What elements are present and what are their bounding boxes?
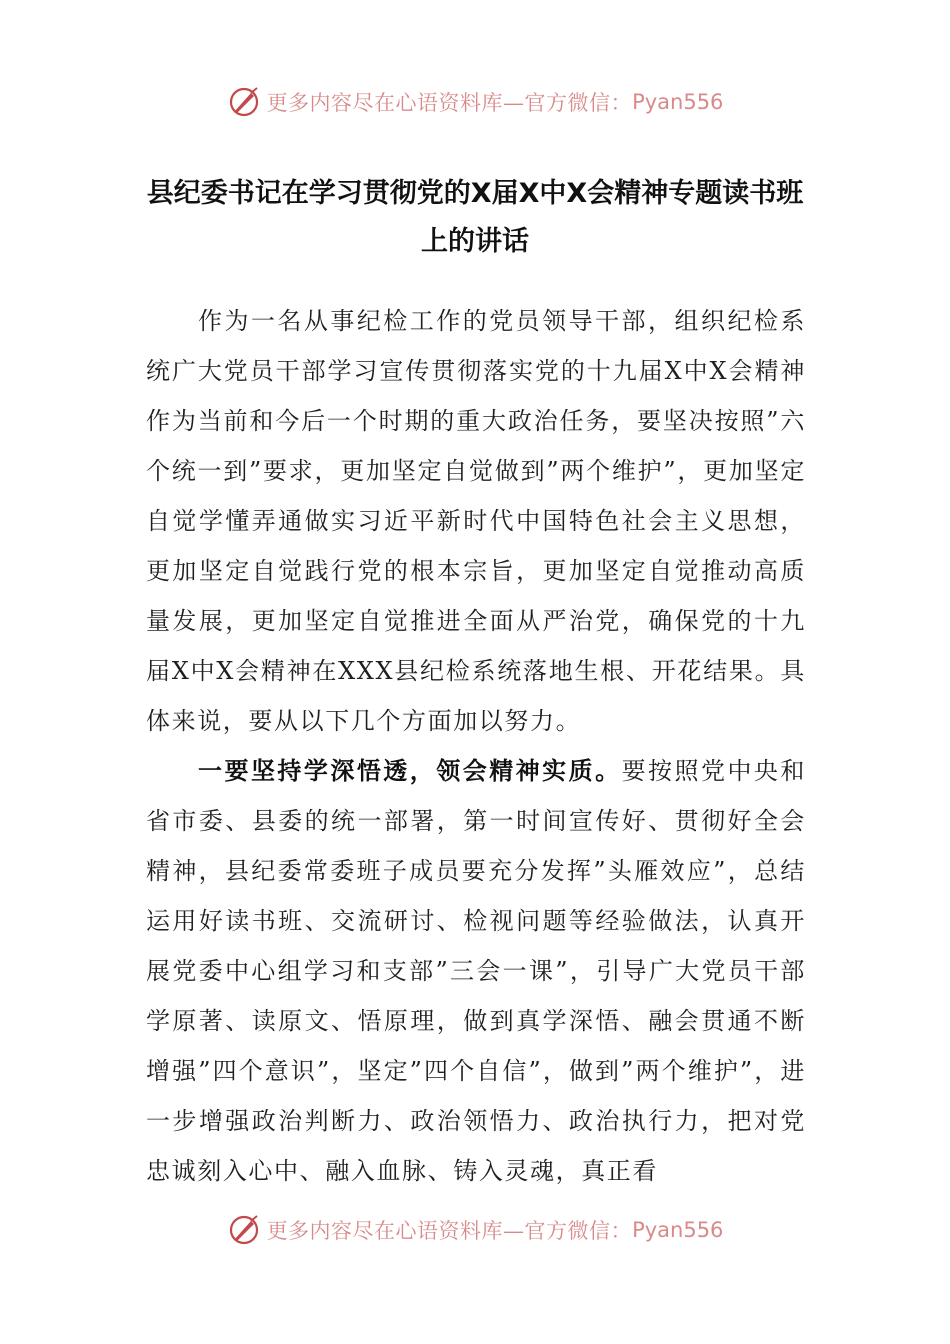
watermark-wechat-id: Pyan556	[632, 90, 724, 114]
quill-logo-icon	[227, 85, 261, 119]
document-title	[140, 170, 810, 266]
watermark-wechat-id: Pyan556	[632, 1218, 724, 1242]
quill-logo-icon	[227, 1213, 261, 1247]
paragraph-2-text: 要按照党中央和省市委、县委的统一部署，第一时间宣传好、贯彻好全会精神，县纪委常委班子成员要充分发挥”头雁效应”，总结运用好读书班、交流研讨、检视问题等经验做法，认真开展党委中心组学习和支部”三会一课”，引导广大党员干部学原著、读原文、悟原理，做到真学深悟、融会贯通不断增强”四个意识”，坚定”四个自信”，做到”两个维护”，进一步增强政治判断力、政治领悟力、政治执行力，把对党忠诚刻入心中、融入血脉、铸入灵魂，真正看	[146, 757, 806, 1185]
paragraph-2	[146, 746, 806, 1196]
document-body	[146, 296, 806, 1196]
watermark-banner-top	[0, 82, 950, 122]
paragraph-2-lead: 一要坚持学深悟透，领会精神实质。	[198, 756, 622, 785]
paragraph-1: 作为一名从事纪检工作的党员领导干部，组织纪检系统广大党员干部学习宣传贯彻落实党的十九届X中X会精神作为当前和今后一个时期的重大政治任务，要坚决按照”六个统一到”要求，更加坚定自觉做到”两个维护”，更加坚定自觉学懂弄通做实习近平新时代中国特色社会主义思想，更加坚定自觉践行党的根本宗旨，更加坚定自觉推动高质量发展，更加坚定自觉推进全面从严治党，确保党的十九届X中X会精神在XXX县纪检系统落地生根、开花结果。具体来说，要从以下几个方面加以努力。	[146, 307, 806, 735]
title-line-2: 上的讲话	[421, 226, 529, 257]
title-line-1: 县纪委书记在学习贯彻党的X届X中X会精神专题读书班	[146, 178, 804, 209]
watermark-banner-bottom	[0, 1210, 950, 1250]
watermark-text: 更多内容尽在心语资料库—官方微信：	[266, 1219, 633, 1243]
watermark-text: 更多内容尽在心语资料库—官方微信：	[266, 91, 633, 115]
